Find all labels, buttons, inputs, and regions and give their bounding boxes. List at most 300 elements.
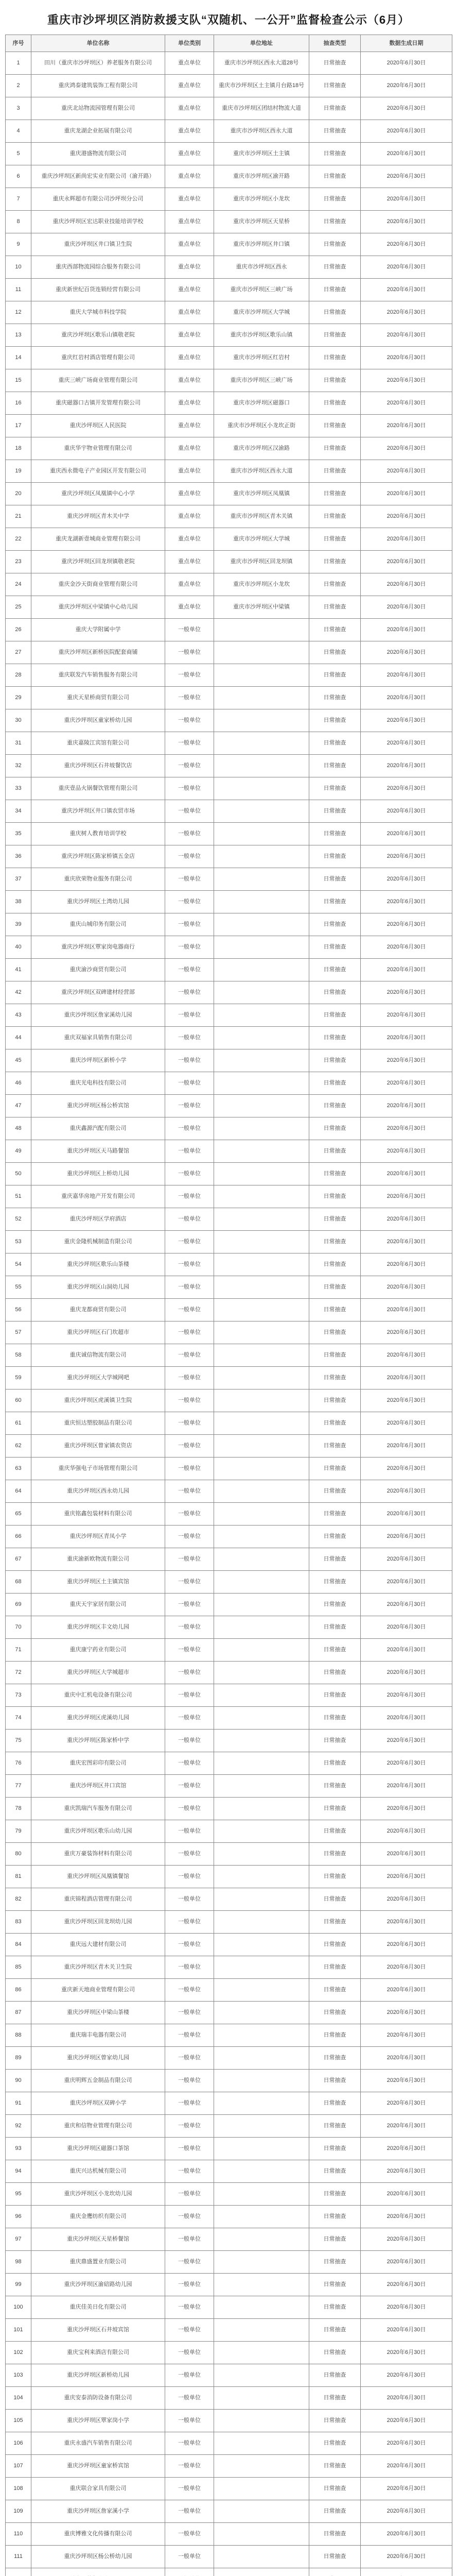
row-check-type: 日常抽查: [309, 1956, 361, 1979]
row-index: 15: [6, 369, 31, 392]
row-index: 91: [6, 2092, 31, 2115]
table-row: [6, 528, 452, 551]
row-date: 2020年6月30日: [361, 2138, 452, 2160]
row-check-type: 日常抽查: [309, 1548, 361, 1571]
row-index: 49: [6, 1140, 31, 1163]
row-unit-name: 重庆沙坪坝区山洞幼儿园: [31, 1276, 165, 1299]
row-check-type: 日常抽查: [309, 891, 361, 913]
row-unit-address: 重庆市沙坪坝区大学城: [214, 301, 309, 324]
table-row: [6, 1208, 452, 1231]
table-row: [6, 1684, 452, 1707]
row-unit-category: 一般单位: [165, 981, 214, 1004]
row-unit-address: [214, 1412, 309, 1435]
row-unit-category: 一般单位: [165, 1571, 214, 1594]
table-row: [6, 732, 452, 755]
row-index: 107: [6, 2455, 31, 2478]
row-unit-name: 重庆安泰消防设备有限公司: [31, 2387, 165, 2410]
row-index: 83: [6, 1911, 31, 1934]
row-index: 85: [6, 1956, 31, 1979]
row-unit-name: 重庆沙坪坝区井口镇农贸市场: [31, 800, 165, 823]
row-check-type: 日常抽查: [309, 1798, 361, 1820]
row-check-type: 日常抽查: [309, 913, 361, 936]
row-unit-address: 重庆市沙坪坝区西永: [214, 256, 309, 279]
row-index: 35: [6, 823, 31, 845]
row-date: 2020年6月30日: [361, 800, 452, 823]
table-row: [6, 1911, 452, 1934]
row-date: 2020年6月30日: [361, 1934, 452, 1956]
row-index: 19: [6, 460, 31, 483]
row-index: 82: [6, 1888, 31, 1911]
row-check-type: 日常抽查: [309, 1163, 361, 1185]
row-check-type: 日常抽查: [309, 1185, 361, 1208]
header-row: [6, 35, 452, 52]
row-unit-address: [214, 1934, 309, 1956]
row-unit-category: 一般单位: [165, 1662, 214, 1684]
row-unit-category: 一般单位: [165, 2455, 214, 2478]
header-check-type: 抽查类型: [309, 35, 361, 52]
row-unit-category: 一般单位: [165, 2206, 214, 2228]
row-unit-address: [214, 2070, 309, 2092]
row-date: 2020年6月30日: [361, 1639, 452, 1662]
row-check-type: 日常抽查: [309, 777, 361, 800]
row-unit-address: [214, 2568, 309, 2576]
row-check-type: 日常抽查: [309, 664, 361, 687]
row-unit-name: 重庆沙坪坝区覃家岗电器商行: [31, 936, 165, 959]
row-check-type: 日常抽查: [309, 279, 361, 301]
table-row: [6, 2138, 452, 2160]
row-date: 2020年6月30日: [361, 573, 452, 596]
row-check-type: 日常抽查: [309, 2546, 361, 2568]
row-unit-name: 重庆沙坪坝区覃家岗小学: [31, 2410, 165, 2432]
row-unit-address: [214, 823, 309, 845]
row-index: 64: [6, 1480, 31, 1503]
row-index: 31: [6, 732, 31, 755]
row-check-type: 日常抽查: [309, 2115, 361, 2138]
row-check-type: 日常抽查: [309, 460, 361, 483]
row-check-type: 日常抽查: [309, 1911, 361, 1934]
table-row: [6, 483, 452, 505]
header-unit-address: 单位地址: [214, 35, 309, 52]
row-unit-address: 重庆市沙坪坝区小龙坎: [214, 188, 309, 211]
row-check-type: 日常抽查: [309, 2228, 361, 2251]
row-unit-address: [214, 2138, 309, 2160]
row-check-type: 日常抽查: [309, 165, 361, 188]
row-unit-category: 一般单位: [165, 2115, 214, 2138]
row-unit-address: [214, 868, 309, 891]
row-unit-name: 重庆西永微电子产业园区开发有限公司: [31, 460, 165, 483]
row-check-type: 日常抽查: [309, 52, 361, 75]
row-index: 99: [6, 2274, 31, 2296]
row-date: [361, 2568, 452, 2576]
row-unit-category: 一般单位: [165, 1480, 214, 1503]
row-unit-address: [214, 2228, 309, 2251]
row-unit-name: 重庆沙坪坝区西永幼儿园: [31, 1480, 165, 1503]
row-unit-category: 一般单位: [165, 1344, 214, 1367]
row-unit-name: 重庆沙坪坝区天马路餐馆: [31, 1140, 165, 1163]
row-unit-address: [214, 1095, 309, 1117]
table-row: [6, 52, 452, 75]
row-date: 2020年6月30日: [361, 709, 452, 732]
row-unit-name: 重庆龙湖企业拓展有限公司: [31, 120, 165, 143]
row-unit-name: 重庆沙坪坝区中梁镇中心幼儿园: [31, 596, 165, 619]
row-index: 18: [6, 437, 31, 460]
row-unit-address: 重庆市沙坪坝区小龙坎正街: [214, 415, 309, 437]
row-check-type: 日常抽查: [309, 256, 361, 279]
table-row: [6, 2523, 452, 2546]
row-index: 93: [6, 2138, 31, 2160]
row-index: 26: [6, 619, 31, 641]
row-unit-category: 重点单位: [165, 460, 214, 483]
row-unit-category: 一般单位: [165, 2478, 214, 2500]
table-row: [6, 2455, 452, 2478]
table-row: [6, 2296, 452, 2319]
row-check-type: 日常抽查: [309, 2047, 361, 2070]
row-unit-address: [214, 1503, 309, 1526]
row-unit-name: 重庆沙坪坝区青木关中学: [31, 505, 165, 528]
row-unit-category: 一般单位: [165, 1367, 214, 1389]
row-date: 2020年6月30日: [361, 2047, 452, 2070]
row-index: 96: [6, 2206, 31, 2228]
row-unit-name: 重庆沙坪坝区新尚宏实业有限公司（渝开路）: [31, 165, 165, 188]
row-unit-category: 一般单位: [165, 1276, 214, 1299]
row-unit-name: 重庆沙坪坝区詹家溪幼儿园: [31, 1004, 165, 1027]
row-index: 44: [6, 1027, 31, 1049]
header-date: 数据生成日期: [361, 35, 452, 52]
row-date: 2020年6月30日: [361, 1707, 452, 1730]
row-unit-category: 一般单位: [165, 1798, 214, 1820]
row-unit-category: 一般单位: [165, 664, 214, 687]
row-check-type: 日常抽查: [309, 1820, 361, 1843]
row-date: 2020年6月30日: [361, 2478, 452, 2500]
table-row: [6, 845, 452, 868]
row-unit-category: 重点单位: [165, 528, 214, 551]
row-check-type: 日常抽查: [309, 369, 361, 392]
table-row: [6, 959, 452, 981]
table-row: [6, 165, 452, 188]
row-index: 68: [6, 1571, 31, 1594]
row-check-type: 日常抽查: [309, 1412, 361, 1435]
row-date: 2020年6月30日: [361, 75, 452, 97]
row-unit-name: 重庆鑫源汽配有限公司: [31, 1117, 165, 1140]
row-date: 2020年6月30日: [361, 2002, 452, 2024]
row-unit-address: [214, 1843, 309, 1866]
row-date: 2020年6月30日: [361, 936, 452, 959]
row-unit-category: 重点单位: [165, 165, 214, 188]
row-check-type: 日常抽查: [309, 959, 361, 981]
row-check-type: 日常抽查: [309, 1888, 361, 1911]
table-row: [6, 1412, 452, 1435]
row-unit-address: [214, 755, 309, 777]
row-index: 87: [6, 2002, 31, 2024]
row-unit-category: 一般单位: [165, 1820, 214, 1843]
row-index: 30: [6, 709, 31, 732]
row-unit-category: 一般单位: [165, 1185, 214, 1208]
row-unit-address: 重庆市沙坪坝区中梁镇: [214, 596, 309, 619]
table-row: [6, 800, 452, 823]
table-row: [6, 2364, 452, 2387]
row-check-type: 日常抽查: [309, 2387, 361, 2410]
row-date: 2020年6月30日: [361, 528, 452, 551]
row-index: 104: [6, 2387, 31, 2410]
table-row: [6, 2387, 452, 2410]
row-unit-address: [214, 1344, 309, 1367]
row-check-type: 日常抽查: [309, 2500, 361, 2523]
row-unit-name: 重庆金沙天街商业管理有限公司: [31, 573, 165, 596]
row-date: 2020年6月30日: [361, 2206, 452, 2228]
row-unit-category: 一般单位: [165, 1095, 214, 1117]
row-unit-name: 重庆华强电子市场管理有限公司: [31, 1458, 165, 1480]
table-row: [6, 2342, 452, 2364]
row-unit-address: [214, 1367, 309, 1389]
row-unit-category: 重点单位: [165, 188, 214, 211]
row-check-type: 日常抽查: [309, 211, 361, 233]
row-unit-category: 一般单位: [165, 732, 214, 755]
table-row: [6, 2568, 452, 2576]
row-unit-address: [214, 1480, 309, 1503]
row-date: 2020年6月30日: [361, 687, 452, 709]
row-unit-name: 重庆红岩村酒店管理有限公司: [31, 347, 165, 369]
row-date: 2020年6月30日: [361, 959, 452, 981]
table-row: [6, 573, 452, 596]
row-date: 2020年6月30日: [361, 2342, 452, 2364]
row-unit-name: 重庆凯瑞汽车服务有限公司: [31, 1798, 165, 1820]
row-index: 10: [6, 256, 31, 279]
table-row: [6, 120, 452, 143]
row-index: 1: [6, 52, 31, 75]
row-unit-address: [214, 1253, 309, 1276]
row-unit-name: 重庆沙坪坝区虎溪幼儿园: [31, 1707, 165, 1730]
table-row: [6, 1616, 452, 1639]
row-unit-address: [214, 687, 309, 709]
row-date: 2020年6月30日: [361, 1027, 452, 1049]
row-unit-name: 重庆远大建材有限公司: [31, 1934, 165, 1956]
row-unit-category: 一般单位: [165, 1934, 214, 1956]
row-unit-name: 重庆沙坪坝区曾家幼儿园: [31, 2047, 165, 2070]
row-date: 2020年6月30日: [361, 2092, 452, 2115]
table-row: [6, 687, 452, 709]
table-row: [6, 2024, 452, 2047]
row-check-type: 日常抽查: [309, 1344, 361, 1367]
row-unit-name: 重庆沙坪坝区双碑小学: [31, 2092, 165, 2115]
row-unit-address: [214, 2296, 309, 2319]
row-index: 101: [6, 2319, 31, 2342]
row-date: 2020年6月30日: [361, 732, 452, 755]
row-index: 71: [6, 1639, 31, 1662]
row-index: 105: [6, 2410, 31, 2432]
row-index: 48: [6, 1117, 31, 1140]
row-unit-name: 重庆华宇物业管理有限公司: [31, 437, 165, 460]
row-check-type: 日常抽查: [309, 1049, 361, 1072]
row-unit-category: 重点单位: [165, 279, 214, 301]
row-index: 24: [6, 573, 31, 596]
row-unit-name: 重庆沙坪坝区凤凰镇餐馆: [31, 1866, 165, 1888]
row-unit-address: [214, 2274, 309, 2296]
table-row: [6, 2002, 452, 2024]
row-index: 109: [6, 2500, 31, 2523]
row-check-type: 日常抽查: [309, 1435, 361, 1458]
row-date: 2020年6月30日: [361, 1798, 452, 1820]
row-unit-category: 一般单位: [165, 1027, 214, 1049]
table-row: [6, 1503, 452, 1526]
table-row: [6, 1730, 452, 1752]
table-row: [6, 1866, 452, 1888]
row-index: 58: [6, 1344, 31, 1367]
row-check-type: 日常抽查: [309, 551, 361, 573]
row-unit-category: 一般单位: [165, 2364, 214, 2387]
table-row: [6, 2478, 452, 2500]
row-unit-category: 重点单位: [165, 596, 214, 619]
row-check-type: 日常抽查: [309, 823, 361, 845]
row-unit-category: 一般单位: [165, 1888, 214, 1911]
row-date: 2020年6月30日: [361, 1163, 452, 1185]
row-index: 80: [6, 1843, 31, 1866]
row-unit-name: 重庆诚信物流有限公司: [31, 1344, 165, 1367]
table-row: [6, 891, 452, 913]
row-date: 2020年6月30日: [361, 1117, 452, 1140]
row-date: 2020年6月30日: [361, 1412, 452, 1435]
row-unit-address: [214, 2432, 309, 2455]
row-unit-address: [214, 641, 309, 664]
row-index: 65: [6, 1503, 31, 1526]
row-index: 61: [6, 1412, 31, 1435]
row-date: 2020年6月30日: [361, 1526, 452, 1548]
table-row: [6, 2183, 452, 2206]
row-index: 22: [6, 528, 31, 551]
row-unit-address: 重庆市沙坪坝区三峡广场: [214, 279, 309, 301]
row-unit-category: 一般单位: [165, 755, 214, 777]
table-row: [6, 823, 452, 845]
table-row: [6, 1526, 452, 1548]
row-check-type: 日常抽查: [309, 2160, 361, 2183]
row-unit-category: 一般单位: [165, 936, 214, 959]
table-row: [6, 1458, 452, 1480]
row-unit-category: 一般单位: [165, 845, 214, 868]
row-index: 47: [6, 1095, 31, 1117]
row-index: 100: [6, 2296, 31, 2319]
row-unit-category: 一般单位: [165, 959, 214, 981]
row-date: 2020年6月30日: [361, 1367, 452, 1389]
row-unit-name: 重庆中汇机电设备有限公司: [31, 1684, 165, 1707]
row-index: 7: [6, 188, 31, 211]
row-check-type: 日常抽查: [309, 1321, 361, 1344]
row-check-type: 日常抽查: [309, 1367, 361, 1389]
row-index: 38: [6, 891, 31, 913]
row-unit-address: [214, 1956, 309, 1979]
row-check-type: 日常抽查: [309, 1276, 361, 1299]
table-row: [6, 233, 452, 256]
row-date: 2020年6月30日: [361, 891, 452, 913]
table-row: [6, 2546, 452, 2568]
row-unit-category: 一般单位: [165, 619, 214, 641]
row-unit-category: 一般单位: [165, 891, 214, 913]
row-index: 102: [6, 2342, 31, 2364]
inspection-table: [5, 35, 452, 2576]
row-unit-category: 重点单位: [165, 483, 214, 505]
row-date: 2020年6月30日: [361, 2410, 452, 2432]
table-row: [6, 1480, 452, 1503]
row-unit-category: 一般单位: [165, 1458, 214, 1480]
row-unit-name: 重庆新天地商业管理有限公司: [31, 1979, 165, 2002]
table-row: [6, 505, 452, 528]
row-unit-category: 一般单位: [165, 1979, 214, 2002]
row-unit-category: 重点单位: [165, 233, 214, 256]
table-row: [6, 324, 452, 347]
row-date: 2020年6月30日: [361, 777, 452, 800]
row-unit-address: [214, 664, 309, 687]
row-unit-address: [214, 1775, 309, 1798]
row-unit-name: 重庆沙坪坝区石门坎超市: [31, 1321, 165, 1344]
row-date: 2020年6月30日: [361, 596, 452, 619]
row-unit-name: 重庆渝沙商贸有限公司: [31, 959, 165, 981]
table-row: [6, 1820, 452, 1843]
row-date: 2020年6月30日: [361, 233, 452, 256]
row-unit-name: 重庆鸿泰建筑装饰工程有限公司: [31, 75, 165, 97]
row-unit-address: [214, 2092, 309, 2115]
row-unit-address: [214, 1208, 309, 1231]
row-unit-address: [214, 2342, 309, 2364]
row-unit-name: 重庆沙坪坝区新桥小学: [31, 1049, 165, 1072]
row-unit-category: 重点单位: [165, 369, 214, 392]
row-unit-address: [214, 1276, 309, 1299]
row-index: 27: [6, 641, 31, 664]
row-unit-category: 重点单位: [165, 324, 214, 347]
row-check-type: 日常抽查: [309, 1480, 361, 1503]
row-date: 2020年6月30日: [361, 415, 452, 437]
table-row: [6, 1639, 452, 1662]
row-unit-address: [214, 1730, 309, 1752]
table-row: [6, 1004, 452, 1027]
row-check-type: 日常抽查: [309, 1662, 361, 1684]
row-date: 2020年6月30日: [361, 2228, 452, 2251]
row-date: 2020年6月30日: [361, 483, 452, 505]
row-unit-name: 重庆大学附属中学: [31, 619, 165, 641]
row-check-type: 日常抽查: [309, 1571, 361, 1594]
row-date: 2020年6月30日: [361, 619, 452, 641]
row-date: 2020年6月30日: [361, 1730, 452, 1752]
row-unit-name: 重庆沙坪坝区磁器口茶馆: [31, 2138, 165, 2160]
row-index: 6: [6, 165, 31, 188]
row-unit-category: 重点单位: [165, 52, 214, 75]
row-date: 2020年6月30日: [361, 1095, 452, 1117]
row-unit-category: 一般单位: [165, 2047, 214, 2070]
row-check-type: 日常抽查: [309, 1979, 361, 2002]
row-index: 34: [6, 800, 31, 823]
row-index: 16: [6, 392, 31, 415]
row-unit-category: 一般单位: [165, 1299, 214, 1321]
row-check-type: 日常抽查: [309, 2070, 361, 2092]
row-check-type: [309, 2568, 361, 2576]
table-row: [6, 1185, 452, 1208]
row-unit-category: 重点单位: [165, 120, 214, 143]
row-unit-category: 一般单位: [165, 641, 214, 664]
row-unit-name: 重庆沙坪坝区中梁山茶楼: [31, 2002, 165, 2024]
row-unit-address: [214, 709, 309, 732]
row-index: 12: [6, 301, 31, 324]
row-unit-name: 重庆沙坪坝区陈家桥镇五金店: [31, 845, 165, 868]
row-unit-address: 重庆市沙坪坝区西永大道: [214, 460, 309, 483]
row-unit-category: 一般单位: [165, 2523, 214, 2546]
row-date: 2020年6月30日: [361, 1140, 452, 1163]
table-row: [6, 1117, 452, 1140]
row-unit-name: 重庆兴达机械有限公司: [31, 2160, 165, 2183]
table-row: [6, 641, 452, 664]
row-unit-address: [214, 777, 309, 800]
row-date: 2020年6月30日: [361, 2274, 452, 2296]
row-index: 74: [6, 1707, 31, 1730]
row-check-type: 日常抽查: [309, 528, 361, 551]
row-unit-name: 重庆瑞丰电器有限公司: [31, 2024, 165, 2047]
row-unit-address: 重庆市沙坪坝区井口镇: [214, 233, 309, 256]
